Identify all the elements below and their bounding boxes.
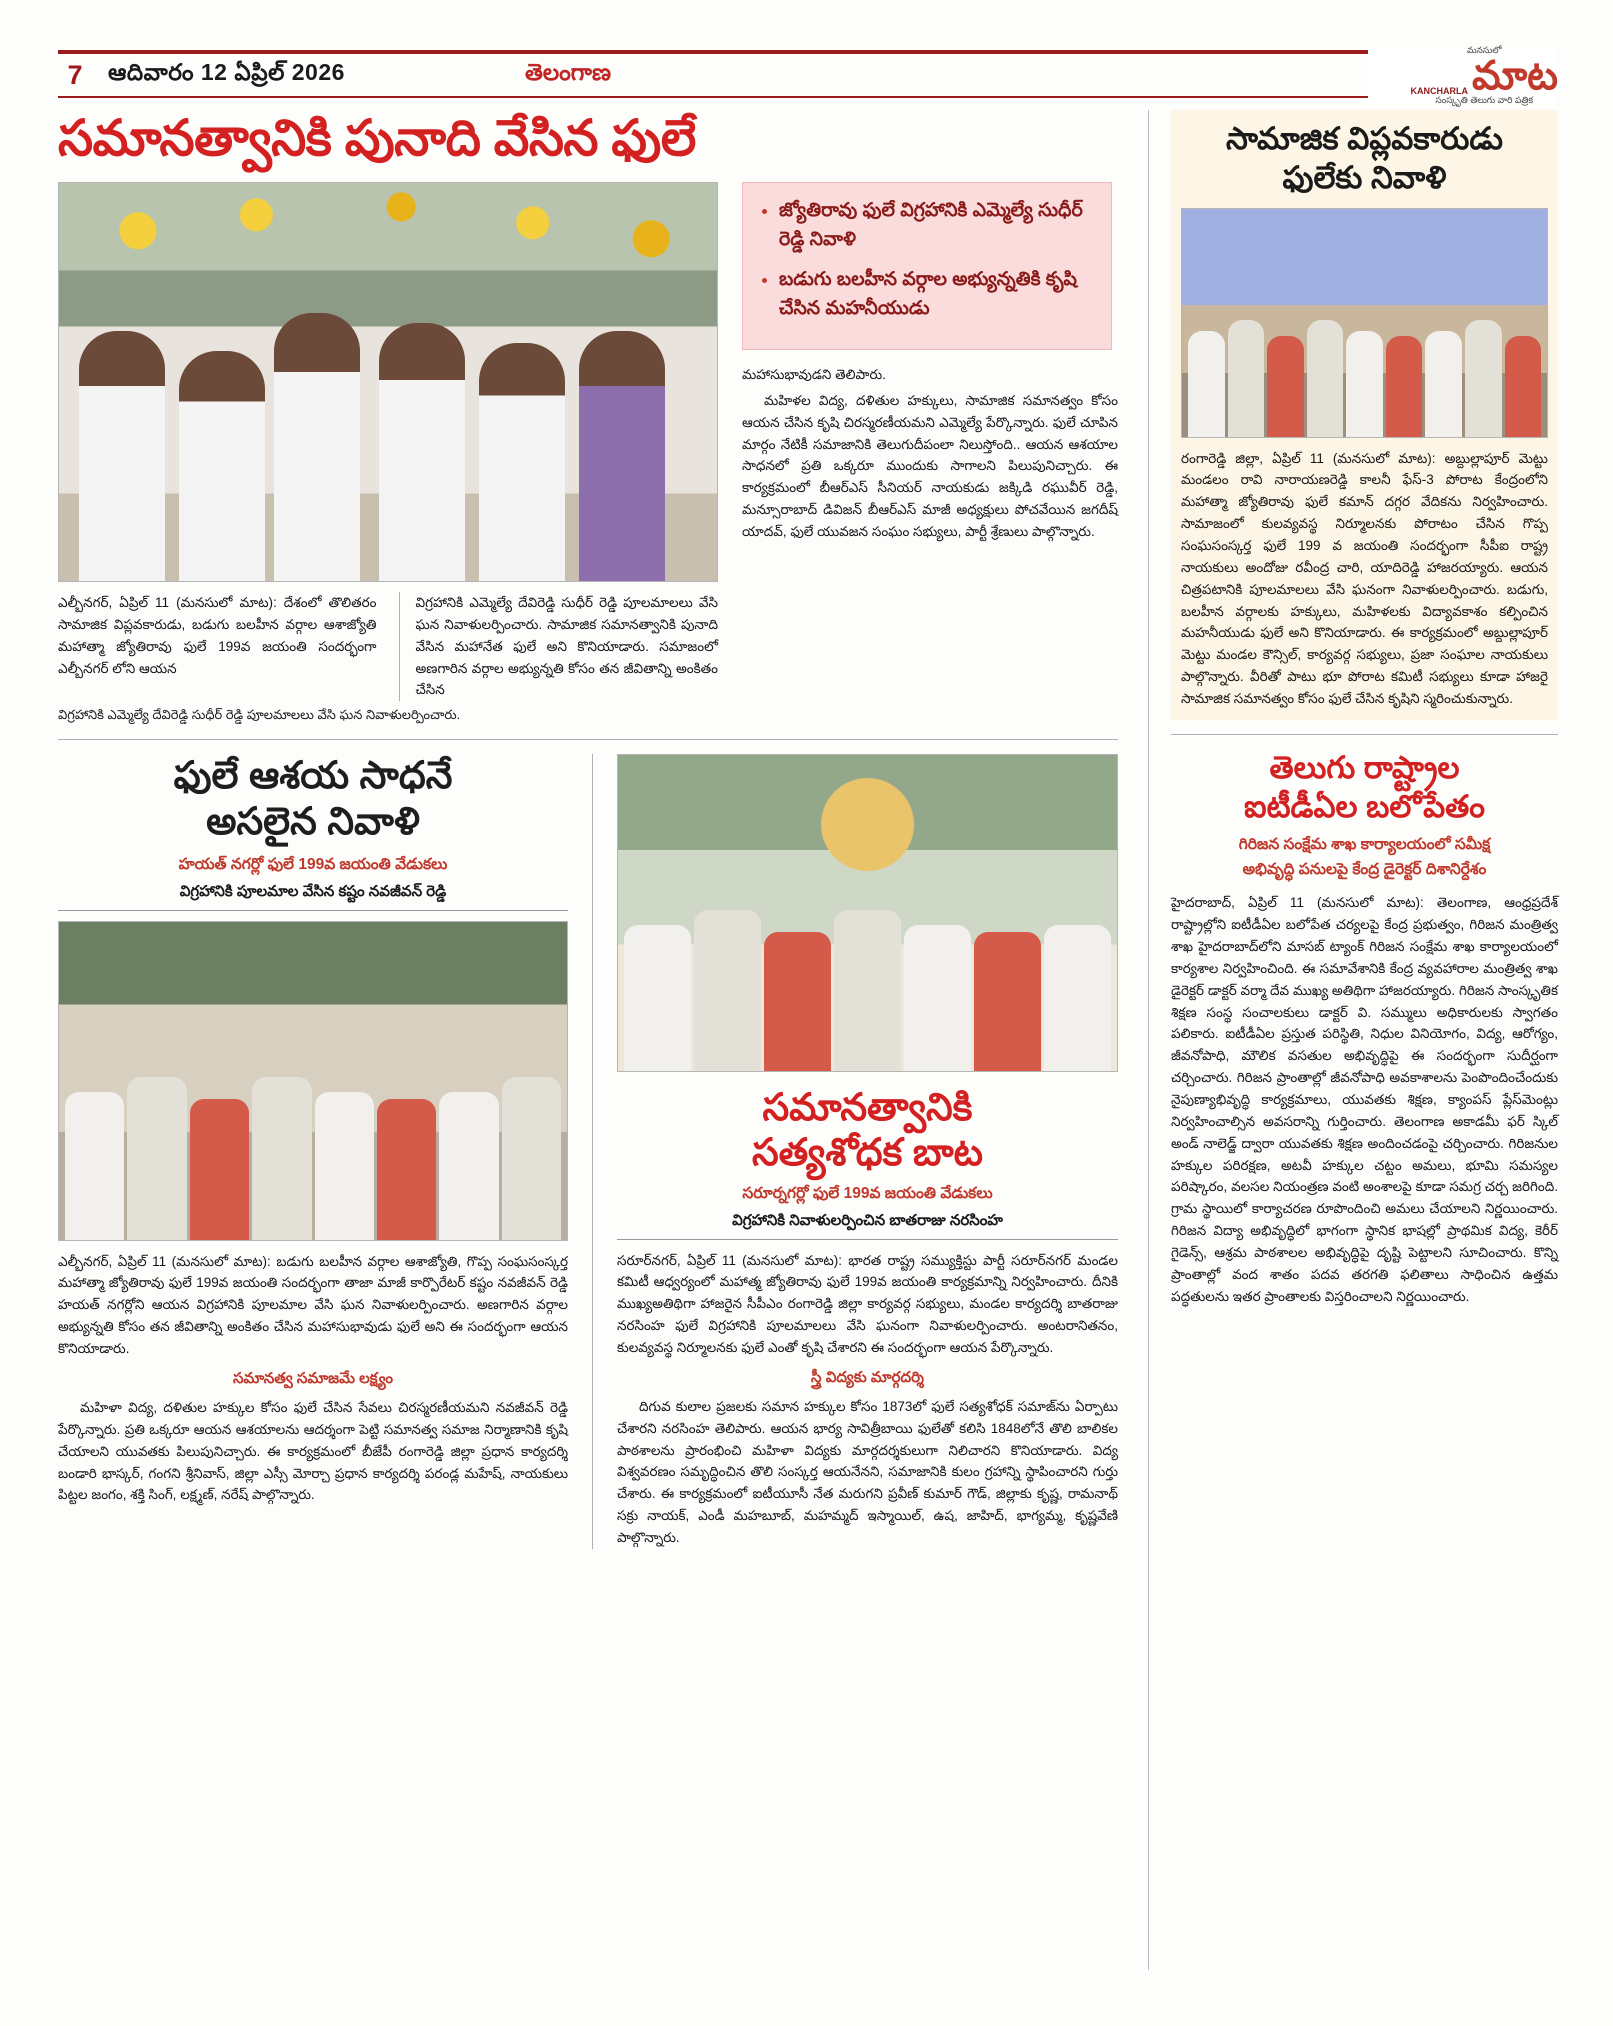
lead-body-right-top: మహాసుభావుడని తెలిపారు. (742, 367, 886, 382)
logo-top-text: మనసులో (1466, 45, 1502, 56)
story-3 (617, 754, 1118, 1548)
lead-lead-paragraph (58, 592, 377, 679)
story5-agency-tag: హైదరాబాద్, ఏప్రిల్ 11 (మనసులో మాట): (1171, 895, 1424, 911)
lower-stories-row (58, 754, 1118, 1548)
logo-sub-text: సంస్కృతి తెలుగు వారి పత్రిక (1435, 95, 1534, 105)
divider (58, 739, 1118, 740)
story2-subhead: సమానత్వ సమాజమే లక్ష్యం (233, 1369, 393, 1387)
logo-main-text: మాట (1471, 54, 1558, 98)
story5-lead-paragraph (1171, 892, 1558, 1307)
story3-kicker-1: సరూర్నగర్లో ఫులే 199వ జయంతి వేడుకలు (742, 1184, 993, 1202)
page-number: 7 (67, 59, 83, 90)
lead-bottom-row (58, 592, 1118, 701)
story2-body: బడుగు బలహీన వర్గాల ఆశాజ్యోతి, గొప్ప సంఘసంస్కర్త మహాత్మా జ్యోతిరావు ఫులే 199వ జయంతి సందర్భంగా తాజా మాజీ కార్పొరేటర్ కష్టం నవజీవన్ రెడ్డి హయత్ నగర్లోని ఆయన విగ్రహానికి పూలమాల వేసి ఘన నివాళులర్పించారు. అణగారిన వర్గాల అభ్యున్నతి కోసం తన జీవితాన్ని అంకితం చేసిన మహాసుభావుడు ఫులే అని ఈ సందర్భంగా ఆయన కొనియాడారు. (58, 1253, 568, 1357)
story5-kicker-2: అభివృద్ధి పనులపై కేంద్ర డైరెక్టర్ దిశానిర్దేశం (1242, 861, 1487, 879)
publication-logo (1368, 45, 1558, 105)
logo-mark-text: KANCHARLA (1410, 86, 1468, 96)
divider-vertical (592, 754, 593, 1548)
story3-subhead: స్త్రీ విద్యకు మార్గదర్శి (811, 1368, 924, 1386)
story2-lead-paragraph (58, 1251, 568, 1360)
story3-headline-line2: సత్యశోధక బాట (752, 1131, 983, 1174)
story2-kicker-2: విగ్రహానికి పూలమాల వేసిన కష్టం నవజీవన్ రెడ్డి (58, 883, 568, 911)
story-4 (1171, 110, 1558, 720)
lead-body-right: మహిళల విద్య, దళితుల హక్కులు, సామాజిక సమానత్వం కోసం ఆయన చేసిన కృషి చిరస్మరణీయమని ఎమ్మెల్యే పేర్కొన్నారు. ఫులే చూపిన మార్గం నేటికీ సమాజానికి తెలుగుదీపంలా నిలుస్తోంది.. ఆయన ఆశయాల సాధనలో ప్రతి ఒక్కరూ ముందుకు సాగాలని పిలుపునిచ్చారు. ఈ కార్యక్రమంలో బీఆర్ఎస్ సీనియర్ నాయకుడు జక్కిడి రఘువీర్ రెడ్డి, మన్సూరాబాద్ డివిజన్ బీఆర్ఎస్ మాజీ అధ్యక్షులు పోచవేయిన జగదీష్ యాదవ్, ఫులే యువజన సంఘం సభ్యులు, పార్టీ శ్రేణులు పాల్గొన్నారు. (742, 392, 1118, 540)
story4-headline-line1: సామాజిక విప్లవకారుడు (1226, 121, 1503, 156)
lead-bullets (742, 182, 1112, 350)
story2-photo (58, 921, 568, 1241)
story3-photo (617, 754, 1118, 1072)
lead-body-col2: విగ్రహానికి ఎమ్మెల్యే దేవిరెడ్డి సుధీర్ రెడ్డి పూలమాలలు వేసి ఘన నివాళులర్పించారు. సామాజిక సమానత్వానికి పునాది వేసిన మహానేత ఫులే అని కొనియాడారు. సమాజంలో అణగారిన వర్గాల అభ్యున్నతి కోసం తన జీవితాన్ని అంకితం చేసిన (415, 595, 718, 698)
section-title: తెలంగాణ (524, 58, 611, 85)
lead-top-row (58, 182, 1118, 582)
bullet-item: • బడుగు బలహీన వర్గాల అభ్యున్నతికి కృషి చేసిన మహనీయుడు (779, 266, 1095, 323)
story4-body: అబ్దుల్లాపూర్ మెట్టు మండలం రావి నారాయణరెడ్డి కాలనీ ఫేస్-3 పోరాట కేంద్రంలోని మహాత్మా జ్యోతిరావు ఫులే కమాన్ దగ్గర వేదికను నిర్వహించారు. సామాజంలో కులవ్యవస్థ నిర్మూలనకు పోరాటం చేసిన గొప్ప సంఘసంస్కర్త ఫులే 199 వ జయంతి సందర్భంగా సీపీఐ రాష్ట్ర నాయకులు అందోజు రవీంద్ర చారి, యాదిరెడ్డి హాజరయ్యారు. ఆయన చిత్రపటానికి పూలమాలలు వేసి ఘనంగా నివాళులర్పించారు. బడుగు, బలహీన వర్గాలకు హక్కులు, మహిళలకు విద్యావకాశం కల్పించిన మహనీయుడు ఫులే అని కొనియాడారు. ఈ కార్యక్రమంలో అబ్దుల్లాపూర్ మెట్టు మండల కౌన్సిల్, కార్యవర్గ సభ్యులు, ప్రజా సంఘాల నాయకులు పాల్గొన్నారు. వీరితో పాటు భూ పోరాట కమిటీ సభ్యులు కూడా హాజరై సామాజిక సమానత్వం కోసం ఫులే చేసిన కృషిని స్మరించుకున్నారు. (1181, 450, 1548, 706)
story5-body: తెలంగాణ, ఆంధ్రప్రదేశ్ రాష్ట్రాల్లోని ఐటీడీఏల బలోపేత చర్యలపై కేంద్ర ప్రభుత్వం, గిరిజన మంత్రిత్వ శాఖ హైదరాబాద్‌లోని మాసబ్ ట్యాంక్ గిరిజన సంక్షేమ శాఖ కార్యాలయంలో కార్యశాల నిర్వహించింది. ఈ సమావేశానికి కేంద్ర వ్యవహారాల మంత్రిత్వ శాఖ డైరెక్టర్ డాక్టర్ వర్మా దేవ ముఖ్య అతిథిగా హాజరయ్యారు. గిరిజన సాంస్కృతిక శిక్షణ సంస్థ సంచాలకులు డాక్టర్ వి. సమ్ములు అధికారులకు స్వాగతం పలికారు. ఐటీడీఏల ప్రస్తుత పరిస్థితి, నిధుల వినియోగం, విద్య, ఆరోగ్యం, జీవనోపాధి, మౌలిక వసతుల అభివృద్ధిపై ఈ సందర్భంగా సుదీర్ఘంగా చర్చించారు. గిరిజన ప్రాంతాల్లో జీవనోపాధి అవకాశాలను పెంపొందించేందుకు నైపుణ్యాభివృద్ధి కార్యక్రమాలు, యువతకు శిక్షణ, క్యాంపస్ ప్లేస్‌మెంట్లు నిర్వహించాల్సిన అవసరాన్ని గుర్తించారు. తెలంగాణ అకాడమీ ఫర్ స్కిల్ అండ్ నాలెడ్జ్ ద్వారా యువతకు శిక్షణ అందించడంపై చర్చించారు. గిరిజనుల హక్కుల పరిరక్షణ, అటవీ హక్కుల చట్టం అమలు, భూమి సమస్యల పరిష్కారం, వలసల నియంత్రణ వంటి అంశాలపై కూడా సమగ్ర చర్చ జరిగింది. గ్రామ స్థాయిలో కార్యాచరణ రూపొందించి అమలు చేయాలని నిర్ణయించారు. గిరిజన విద్యా అభివృద్ధిలో భాగంగా స్థానిక భాషల్లో ప్రాథమిక విద్య, కెరీర్ గైడెన్స్, ఆశ్రమ పాఠశాలల అభివృద్ధిపై దృష్టి పెట్టాలని సూచించారు. కొన్ని ప్రాంతాల్లో వంద శాతం పదవ తరగతి ఫలితాలు సాధించిన ఉత్తమ పద్ధతులను ఇతర ప్రాంతాలకు విస్తరించాలని నిర్ణయించారు. (1171, 895, 1558, 1304)
story3-lead-paragraph (617, 1250, 1118, 1359)
story3-body: భారత రాష్ట్ర సమ్యుక్తిస్టు పార్టీ సరూర్‌నగర్ మండల కమిటీ ఆధ్వర్యంలో మహాత్మ జ్యోతిరావు ఫులే 199వ జయంతి కార్యక్రమాన్ని నిర్వహించారు. దీనికి ముఖ్యఅతిథిగా హాజరైన సీపీఎం రంగారెడ్డి జిల్లా కార్యవర్గ సభ్యులు, మండల కార్యదర్శి బాతరాజు నరసింహ ఫులే విగ్రహానికి పూలమాలలు వేసి ఘనంగా నివాళులర్పించారు. అంటరానితనం, కులవ్యవస్థ నిర్మూలనకు ఫులే ఎంతో కృషి చేశారని ఈ సందర్భంగా ఆయన పేర్కొన్నారు. (617, 1252, 1118, 1356)
story3-kicker-2: విగ్రహానికి నివాళులర్పించిన బాతరాజు నరసింహ (617, 1212, 1118, 1240)
story2-headline-line1: ఫులే ఆశయ సాధనే (173, 755, 453, 798)
right-column-group (1148, 110, 1558, 1970)
photo-figures (618, 888, 1117, 1071)
story5-headline-line1: తెలుగు రాష్ట్రాల (1269, 749, 1460, 785)
divider (1171, 734, 1558, 735)
story4-lead-paragraph (1181, 448, 1548, 710)
story4-headline-line2: ఫులేకు నివాళి (1282, 159, 1447, 195)
photo-figures (1182, 304, 1547, 436)
issue-date: ఆదివారం 12 ఏప్రిల్ 2026 (108, 58, 345, 85)
photo-figures (59, 1055, 567, 1239)
story4-agency-tag: రంగారెడ్డి జిల్లా, ఏప్రిల్ 11 (మనసులో మాట): (1181, 450, 1436, 466)
lead-agency-tag: ఎల్బీనగర్, ఏప్రిల్ 11 (మనసులో మాట): (58, 595, 277, 610)
story2-headline-line2: అసలైన నివాళి (206, 801, 420, 844)
story2-agency-tag: ఎల్బీనగర్, ఏప్రిల్ 11 (మనసులో మాట): (58, 1253, 271, 1269)
story3-agency-tag: సరూర్‌నగర్, ఏప్రిల్ 11 (మనసులో మాట): (617, 1252, 842, 1268)
lead-body-col1: దేశంలో తొలితరం సామాజిక విప్లవకారుడు, బడుగు బలహీన వర్గాల ఆశాజ్యోతి మహాత్మా జ్యోతిరావు ఫులే 199వ జయంతి సందర్భంగా ఎల్బీనగర్ లోని ఆయన (58, 595, 377, 676)
left-column-group (58, 110, 1118, 1549)
page-content (58, 110, 1558, 1980)
bullet-item: • జ్యోతిరావు ఫులే విగ్రహానికి ఎమ్మెల్యే సుధీర్ రెడ్డి నివాళి (779, 197, 1095, 254)
story2-body-2: మహిళా విద్య, దళితుల హక్కుల కోసం ఫులే చేసిన సేవలు చిరస్మరణీయమని నవజీవన్ రెడ్డి పేర్కొన్నారు. ప్రతి ఒక్కరూ ఆయన ఆశయాలను ఆదర్శంగా పెట్టి సమానత్వ సమాజ నిర్మాణానికి కృషి చేయాలని యువతకు పిలుపునిచ్చారు. ఈ కార్యక్రమంలో బీజేపీ రంగారెడ్డి జిల్లా ప్రధాన కార్యదర్శి బండారి భాస్కర్, గంగని శ్రీనివాస్, జిల్లా ఎస్సీ మోర్చా ప్రధాన కార్యదర్శి పరండ్ల మహేష్, నాయకులు పిట్టల జంగం, శక్తి సింగ్, లక్ష్మణ్, నరేష్ పాల్గొన్నారు. (58, 1399, 568, 1503)
masthead (58, 45, 1558, 105)
story2-kicker-1: హయత్ నగర్లో ఫులే 199వ జయంతి వేడుకలు (178, 855, 448, 873)
story4-photo (1181, 208, 1548, 438)
lead-photo (58, 182, 718, 582)
story5-kicker-1: గిరిజన సంక్షేమ శాఖ కార్యాలయంలో సమీక్ష (1238, 836, 1491, 854)
story5-headline-line2: ఐటీడీఏల బలోపేతం (1244, 788, 1485, 824)
story-2 (58, 754, 568, 1548)
lead-headline: సమానత్వానికి పునాది వేసిన ఫులే (58, 110, 696, 166)
story-5 (1171, 749, 1558, 1308)
story3-body-2: దిగువ కులాల ప్రజలకు సమాన హక్కుల కోసం 1873లో ఫులే సత్యశోధక్ సమాజ్‌ను ఏర్పాటు చేశారని నరసింహ తెలిపారు. ఆయన భార్య సావిత్రీబాయి ఫులేతో కలిసి 1848లోనే తొలి బాలికల పాఠశాలను ప్రారంభించి మహిళా విద్యకు మార్గదర్శకులుగా నిలిచారని కొనియాడారు. విద్య విశ్వవరణం సమృద్ధించిన తొలి సంస్కర్త ఆయనేనని, సమాజానికి కులం గ్రహాన్ని స్థాపించారని గుర్తు చేశారు. ఈ కార్యక్రమంలో ఐటీయూసీ నేత మరుగని ప్రవీణ్ కుమార్ గౌడ్, జిల్లాకు కృష్ణ, రామనాథ్ సక్రు నాయక్, ఎండీ మహబూబ్, మహమ్మద్ ఇస్మాయిల్, ఉష, జాహిద్, భాగ్యమ్మ, కృష్ణవేణి పాల్గొన్నారు. (617, 1398, 1118, 1546)
lead-photo-caption: విగ్రహానికి ఎమ్మెల్యే దేవిరెడ్డి సుధీర్ రెడ్డి పూలమాలలు వేసి ఘన నివాళులర్పించారు. (58, 707, 461, 723)
story3-headline-line1: సమానత్వానికి (762, 1087, 973, 1130)
